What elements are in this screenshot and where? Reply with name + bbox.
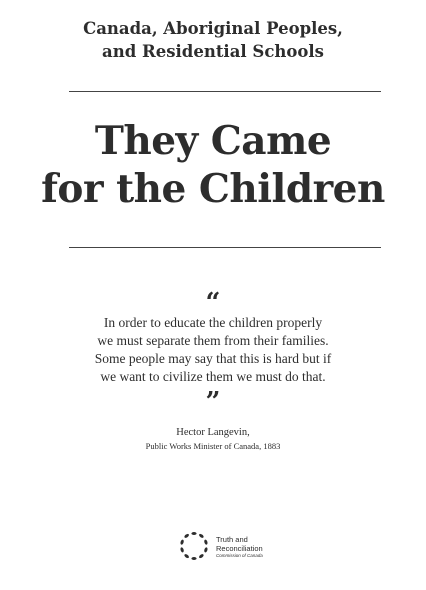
attribution-role: Public Works Minister of Canada, 1883 bbox=[145, 441, 281, 451]
bottom-divider bbox=[69, 247, 381, 248]
quote-line: Some people may say that this is hard but if bbox=[94, 351, 332, 366]
logo-line-1: Truth and bbox=[216, 535, 248, 544]
open-quote-mark: “ bbox=[205, 288, 221, 318]
trc-logo bbox=[178, 530, 288, 564]
subtitle-line-1: Canada, Aboriginal Peoples, bbox=[83, 19, 343, 38]
attribution-name: Hector Langevin, bbox=[176, 427, 250, 438]
quote-line: In order to educate the children properly bbox=[103, 315, 323, 330]
title-line-2: for the Children bbox=[41, 166, 385, 212]
title-line-1: They Came bbox=[94, 118, 332, 164]
quote-line: we want to civilize them we must do that. bbox=[100, 369, 326, 384]
truth-and-reconciliation-circle-icon bbox=[178, 530, 210, 562]
logo-line-3: Commission of Canada bbox=[216, 553, 263, 558]
quote-text bbox=[0, 314, 426, 386]
logo-text bbox=[216, 535, 263, 559]
subtitle-line-2: and Residential Schools bbox=[102, 42, 324, 61]
quote-line: we must separate them from their families. bbox=[97, 333, 329, 348]
cover-title bbox=[0, 117, 426, 213]
logo-line-2: Reconciliation bbox=[216, 544, 263, 553]
top-divider bbox=[69, 91, 381, 92]
cover-subtitle bbox=[0, 17, 426, 63]
close-quote-mark: ” bbox=[205, 387, 221, 417]
